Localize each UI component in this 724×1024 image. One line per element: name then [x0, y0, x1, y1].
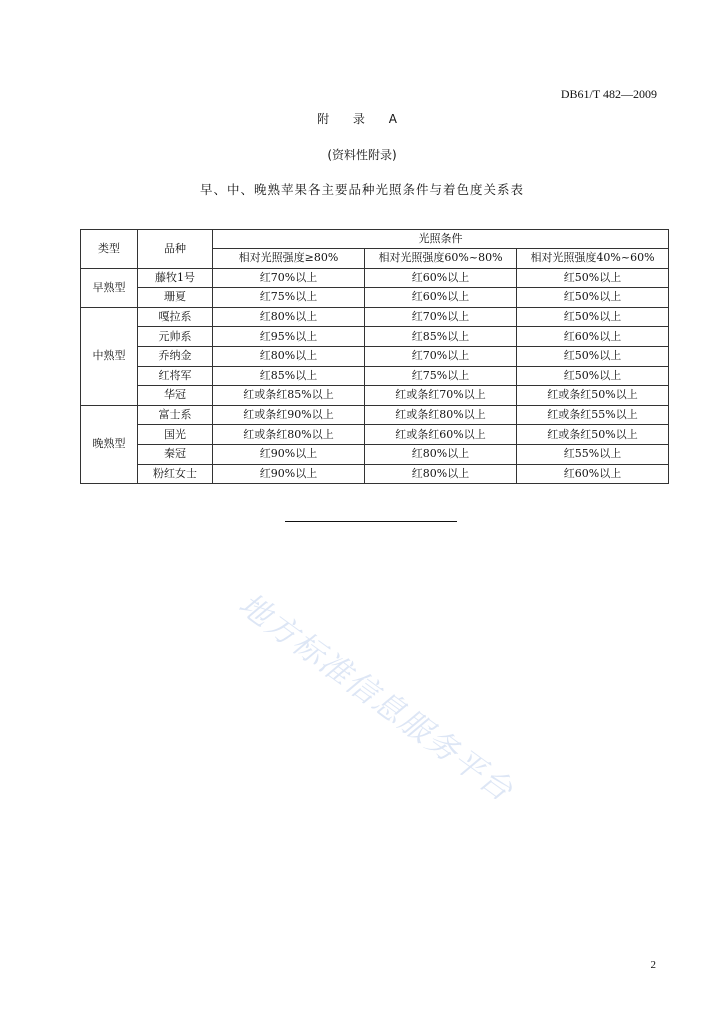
- variety-cell: 珊夏: [138, 288, 213, 308]
- table-row: [81, 307, 669, 327]
- header-type: 类型: [81, 230, 138, 269]
- light-low-cell: 红60%以上: [517, 327, 669, 347]
- light-high-cell: 红80%以上: [213, 346, 365, 366]
- light-mid-cell: 红80%以上: [365, 444, 517, 464]
- light-low-cell: 红55%以上: [517, 444, 669, 464]
- group-type-cell: 早熟型: [81, 268, 138, 307]
- light-low-cell: 红50%以上: [517, 307, 669, 327]
- light-mid-cell: 红70%以上: [365, 346, 517, 366]
- light-high-cell: 红90%以上: [213, 464, 365, 484]
- variety-cell: 秦冠: [138, 444, 213, 464]
- table-row: [81, 386, 669, 406]
- light-high-cell: 红90%以上: [213, 444, 365, 464]
- table-row: [81, 366, 669, 386]
- table-row: [81, 425, 669, 445]
- light-high-cell: 红85%以上: [213, 366, 365, 386]
- light-low-cell: 红50%以上: [517, 288, 669, 308]
- light-low-cell: 红或条红55%以上: [517, 405, 669, 425]
- light-high-cell: 红或条红90%以上: [213, 405, 365, 425]
- light-low-cell: 红50%以上: [517, 346, 669, 366]
- light-mid-cell: 红60%以上: [365, 288, 517, 308]
- variety-cell: 嘎拉系: [138, 307, 213, 327]
- table-row: [81, 464, 669, 484]
- header-light-mid: 相对光照强度60%~80%: [365, 249, 517, 269]
- variety-cell: 藤牧1号: [138, 268, 213, 288]
- end-divider: [285, 521, 457, 522]
- light-low-cell: 红或条红50%以上: [517, 425, 669, 445]
- light-mid-cell: 红或条红70%以上: [365, 386, 517, 406]
- variety-cell: 国光: [138, 425, 213, 445]
- header-light-high: 相对光照强度≥80%: [213, 249, 365, 269]
- light-mid-cell: 红80%以上: [365, 464, 517, 484]
- light-low-cell: 红60%以上: [517, 464, 669, 484]
- light-low-cell: 红50%以上: [517, 366, 669, 386]
- group-type-cell: 晚熟型: [81, 405, 138, 483]
- group-type-cell: 中熟型: [81, 307, 138, 405]
- watermark-text: 地方标准信息服务平台: [231, 586, 521, 810]
- header-light-condition: 光照条件: [213, 230, 669, 249]
- light-high-cell: 红75%以上: [213, 288, 365, 308]
- light-mid-cell: 红85%以上: [365, 327, 517, 347]
- light-high-cell: 红95%以上: [213, 327, 365, 347]
- light-mid-cell: 红或条红80%以上: [365, 405, 517, 425]
- header-light-low: 相对光照强度40%~60%: [517, 249, 669, 269]
- table-row: [81, 346, 669, 366]
- table-row: [81, 327, 669, 347]
- annex-note: (资料性附录): [327, 148, 397, 162]
- variety-cell: 富士系: [138, 405, 213, 425]
- table-row: [81, 268, 669, 288]
- standard-code: DB61/T 482—2009: [560, 87, 657, 101]
- variety-cell: 元帅系: [138, 327, 213, 347]
- page-number: 2: [650, 959, 656, 971]
- annex-title: 附 录 A: [317, 112, 407, 126]
- table-row: [81, 444, 669, 464]
- light-mid-cell: 红70%以上: [365, 307, 517, 327]
- table-row: [81, 288, 669, 308]
- header-variety: 品种: [138, 230, 213, 269]
- light-low-cell: 红或条红50%以上: [517, 386, 669, 406]
- table-row: [81, 405, 669, 425]
- light-low-cell: 红50%以上: [517, 268, 669, 288]
- light-high-cell: 红或条红80%以上: [213, 425, 365, 445]
- table-title: 早、中、晚熟苹果各主要品种光照条件与着色度关系表: [199, 182, 524, 197]
- variety-cell: 红将军: [138, 366, 213, 386]
- light-coloration-table: [80, 229, 669, 484]
- light-high-cell: 红70%以上: [213, 268, 365, 288]
- table-body: [81, 268, 669, 484]
- light-mid-cell: 红60%以上: [365, 268, 517, 288]
- light-mid-cell: 红或条红60%以上: [365, 425, 517, 445]
- light-high-cell: 红80%以上: [213, 307, 365, 327]
- light-high-cell: 红或条红85%以上: [213, 386, 365, 406]
- light-mid-cell: 红75%以上: [365, 366, 517, 386]
- variety-cell: 乔纳金: [138, 346, 213, 366]
- variety-cell: 华冠: [138, 386, 213, 406]
- variety-cell: 粉红女士: [138, 464, 213, 484]
